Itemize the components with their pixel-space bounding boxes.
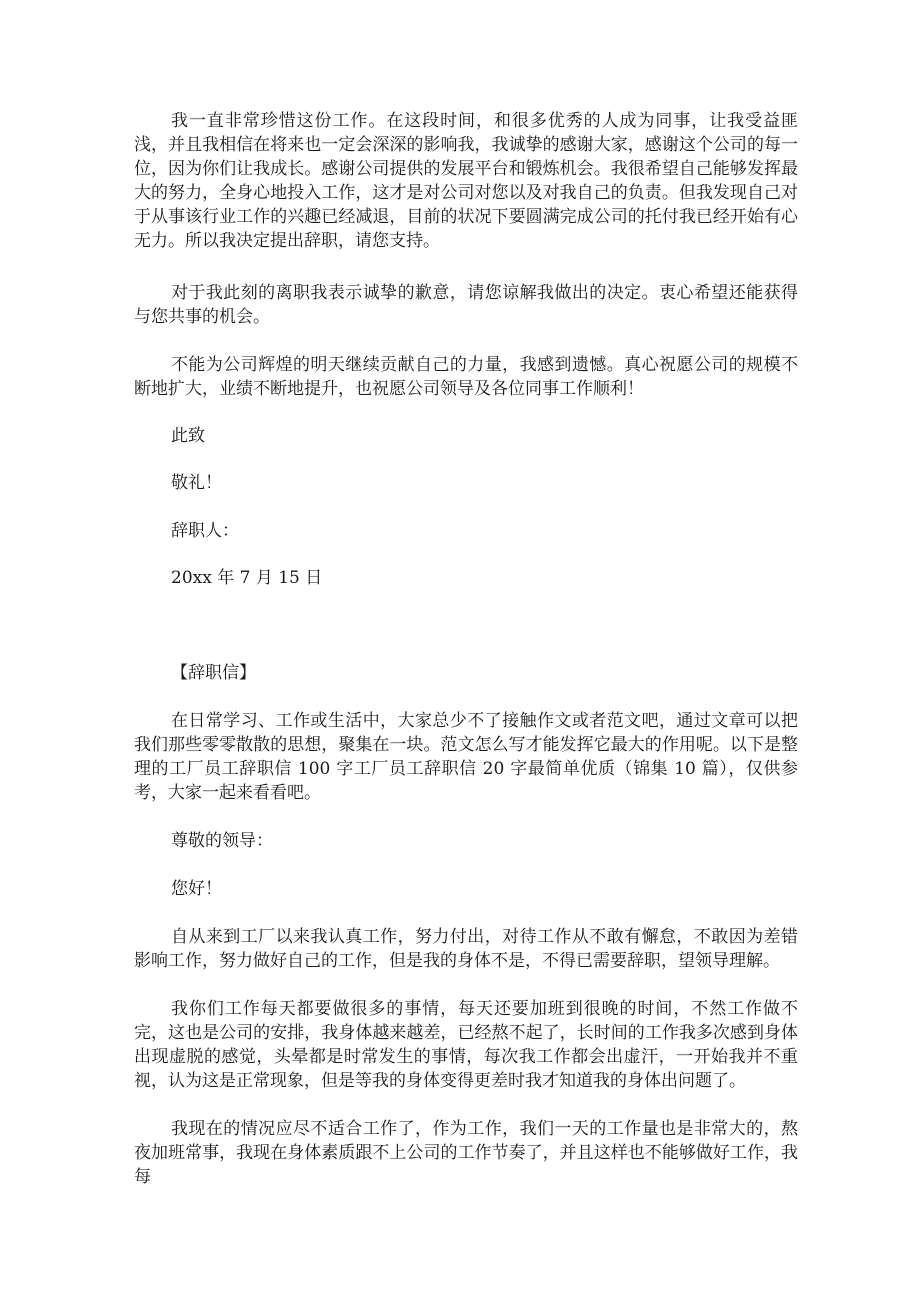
letter2-paragraph-1: 自从来到工厂以来我认真工作，努力付出，对待工作从不敢有懈怠，不敢因为差错影响工作，努力做好自己的工作，但是我的身体不是，不得已需要辞职，望领导理解。 xyxy=(134,927,798,971)
letter2-paragraph-3: 我现在的情况应尽不适合工作了，作为工作，我们一天的工作量也是非常大的，熬夜加班常事，我现在身体素质跟不上公司的工作节奏了，并且这样也不能够做好工作，我每 xyxy=(134,1119,798,1187)
letter2-paragraph-2: 我你们工作每天都要做很多的事情，每天还要加班到很晚的时间，不然工作做不完，这也是公司的安排，我身体越来越差，已经熬不起了，长时间的工作我多次感到身体出现虚脱的感觉，头晕都是时常发生的事情，每次我工作都会出虚汗，一开始我并不重视，认为这是正常现象，但是等我的身体变得更差时我才知道我的身体出问题了。 xyxy=(134,999,798,1091)
letter1-closing: 此致 xyxy=(171,426,205,446)
letter2-intro: 在日常学习、工作或生活中，大家总少不了接触作文或者范文吧，通过文章可以把我们那些零零散散的思想，聚集在一块。范文怎么写才能发挥它最大的作用呢。以下是整理的工厂员工辞职信 100 字工厂员工辞职信 20 字最简单优质（锦集 10 篇），仅供参考，大家一起来看看吧。 xyxy=(134,711,798,803)
letter2-heading: 【辞职信】 xyxy=(171,663,256,683)
letter2-salutation: 尊敬的领导： xyxy=(171,831,273,851)
letter1-paragraph-2: 对于我此刻的离职我表示诚挚的歉意，请您谅解我做出的决定。衷心希望还能获得与您共事的机会。 xyxy=(134,283,798,327)
letter2-greeting: 您好！ xyxy=(171,879,222,899)
letter1-signer: 辞职人： xyxy=(171,521,239,541)
letter1-paragraph-1: 我一直非常珍惜这份工作。在这段时间，和很多优秀的人成为同事，让我受益匪浅，并且我相信在将来也一定会深深的影响我，我诚挚的感谢大家，感谢这个公司的每一位，因为你们让我成长。感谢公司提供的发展平台和锻炼机会。我很希望自己能够发挥最大的努力，全身心地投入工作，这才是对公司对您以及对我自己的负责。但我发现自己对于从事该行业工作的兴趣已经减退，目前的状况下要圆满完成公司的托付我已经开始有心无力。所以我决定提出辞职，请您支持。 xyxy=(134,111,798,251)
letter1-paragraph-3: 不能为公司辉煌的明天继续贡献自己的力量，我感到遗憾。真心祝愿公司的规模不断地扩大，业绩不断地提升，也祝愿公司领导及各位同事工作顺利！ xyxy=(134,355,798,399)
letter1-date: 20xx 年 7 月 15 日 xyxy=(171,568,323,588)
letter1-salute: 敬礼！ xyxy=(171,473,222,493)
